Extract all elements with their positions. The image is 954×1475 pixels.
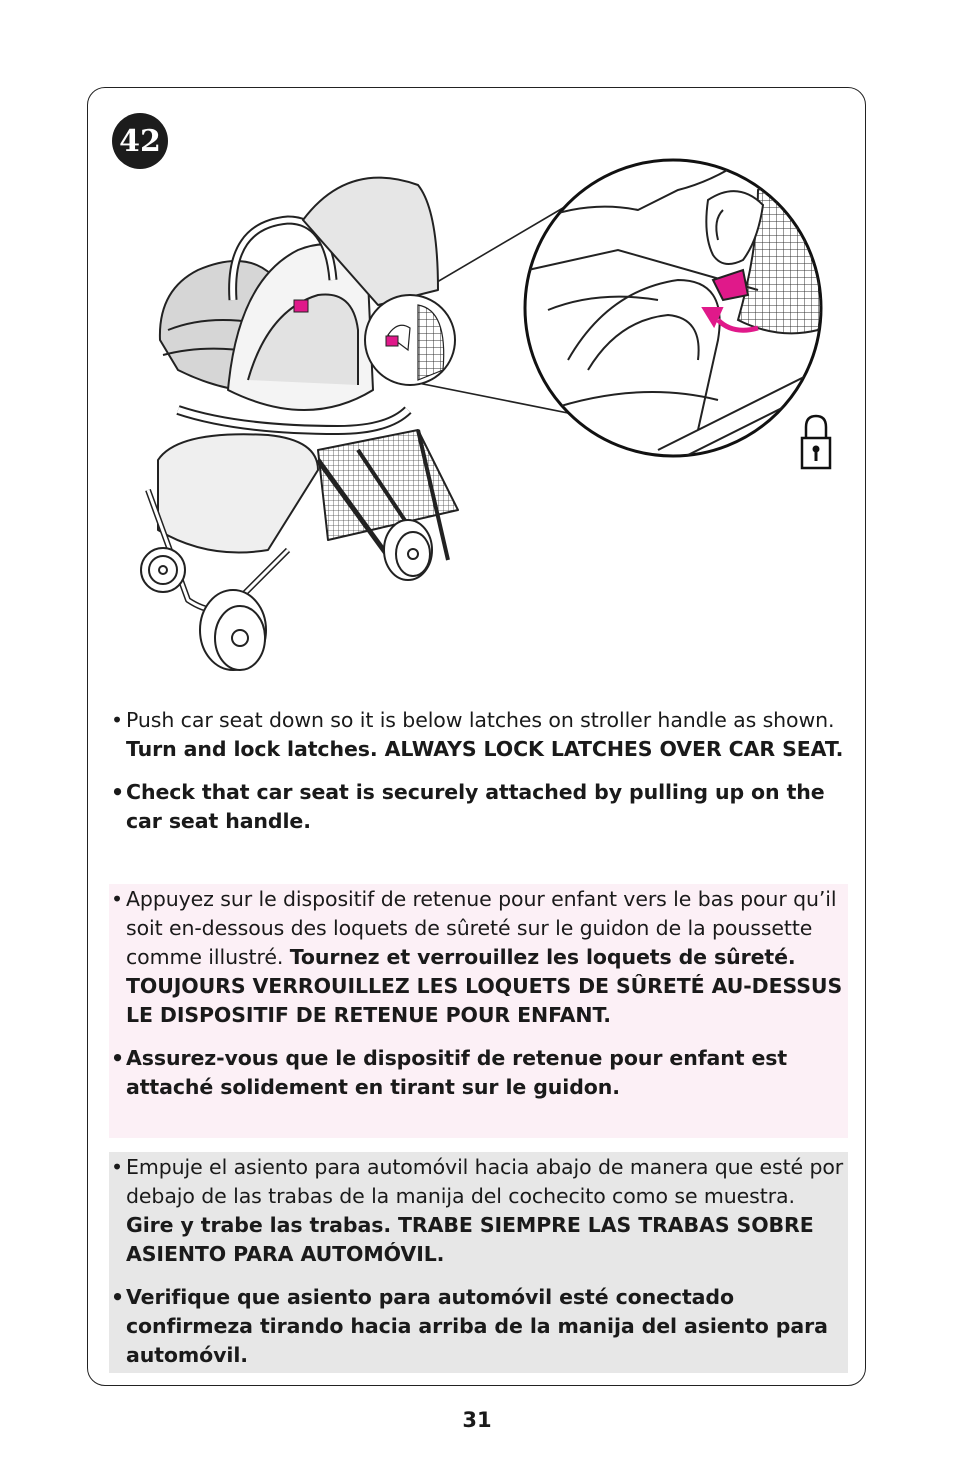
french-instructions — [109, 884, 848, 1138]
french-bullet-1: • Appuyez sur le dispositif de retenue pour enfant vers le bas pour qu’il soit en-dessous des loquets de sûreté sur le guidon de la poussette comme illustré. Tournez et verrouillez les loquets de sûreté. TOUJOURS VERROUILLEZ LES LOQUETS DE SÛRETÉ AU-DESSUS LE DISPOSITIF DE RETENUE POUR ENFANT. — [111, 887, 843, 1027]
english-instructions — [109, 706, 848, 836]
spanish-bullet-2: • Verifique que asiento para automóvil esté conectado confirmeza tirando hacia arriba de la manija del asiento para automóvil. — [111, 1285, 828, 1367]
padlock-locked-icon — [799, 412, 833, 472]
rear-wheel-right — [384, 520, 432, 580]
stroller-latch-illustration — [118, 130, 848, 690]
step-number-badge: 42 — [112, 113, 168, 169]
english-bullet-2: • Check that car seat is securely attached by pulling up on the car seat handle. — [111, 780, 825, 833]
latch-highlight-circle — [365, 295, 455, 385]
spanish-bullet-1: • Empuje el asiento para automóvil hacia abajo de manera que esté por debajo de las trabas de la manija del cochecito como se muestra. Gire y trabe las trabas. TRABE SIEMPRE LAS TRABAS SOBRE ASIENTO PARA AUTOMÓVIL. — [111, 1155, 844, 1266]
page-number: 31 — [462, 1408, 492, 1432]
english-bullet-1: • Push car seat down so it is below latches on stroller handle as shown. Turn and lock latches. ALWAYS LOCK LATCHES OVER CAR SEAT. — [111, 708, 844, 761]
stroller-drawing — [141, 178, 458, 670]
latch-zoom-detail — [525, 150, 841, 460]
spanish-instructions — [109, 1152, 848, 1373]
rear-wheel-left — [200, 590, 266, 670]
front-wheel — [141, 548, 185, 592]
french-bullet-2: • Assurez-vous que le dispositif de retenue pour enfant est attaché solidement en tirant sur le guidon. — [111, 1046, 788, 1099]
